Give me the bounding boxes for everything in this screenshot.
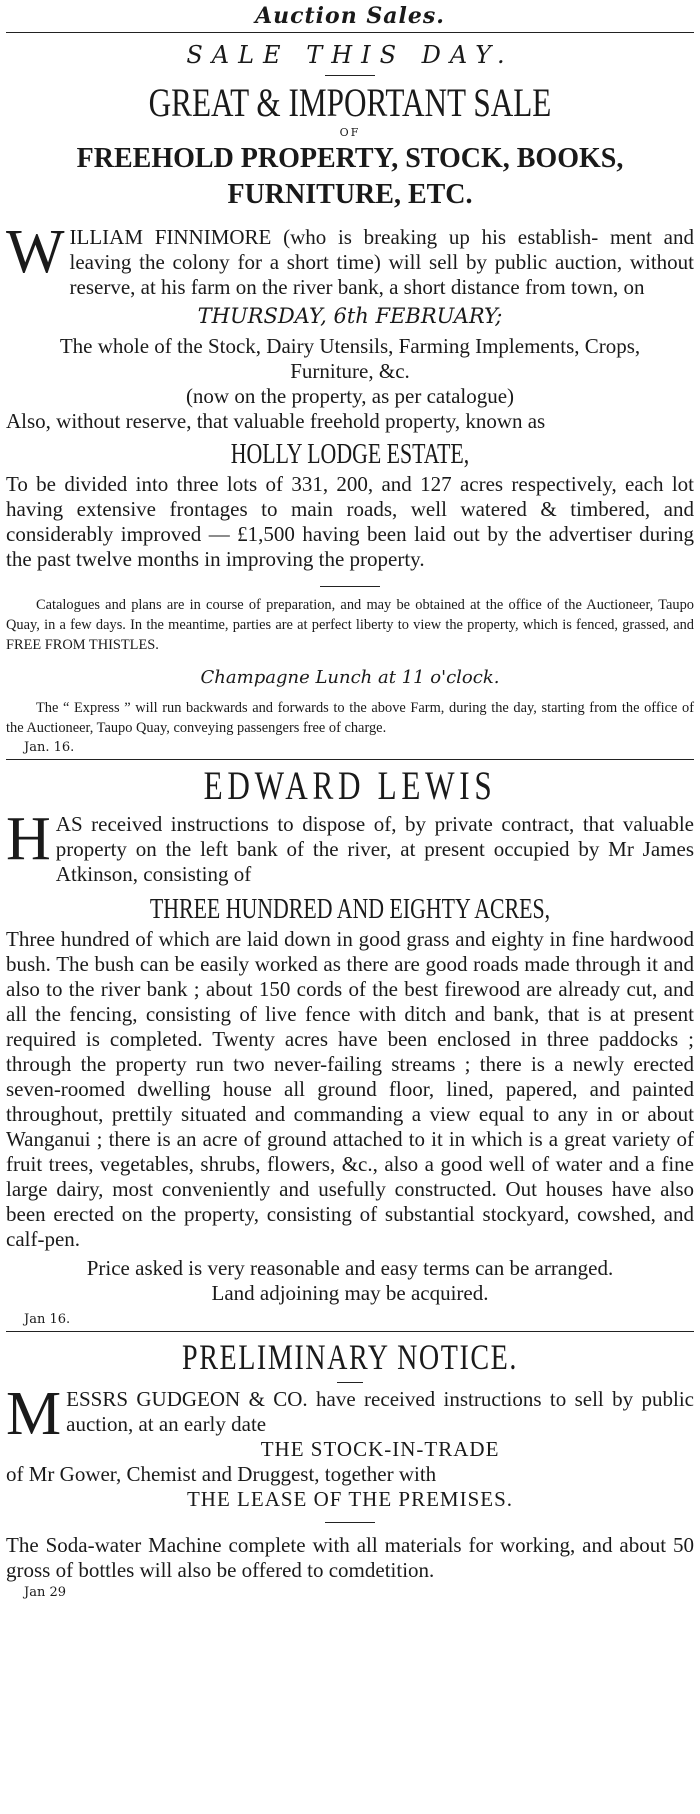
catalogue-paragraph: Catalogues and plans are in course of preparation, and may be obtained at the office of the Auctioneer, Taupo Quay, in a few days. In the meantime, parties are at perfect liberty to view the property, which is fenced, grassed, and FREE FROM THISTLES. [6,597,694,653]
estate-name: HOLLY LODGE ESTATE, [230,439,470,470]
ad-date: Jan. 16. [24,740,75,755]
intro-rest: valuable property on the left bank of the river, at present occupied by Mr James Atkinson, consisting of [55,812,695,886]
of-label: OF [339,126,361,139]
lunch-note: Champagne Lunch at 11 o'clock. [200,667,500,688]
estate-description: To be divided into three lots of 331, 200, and 127 acres respectively, each lot having extensive frontages to main roads, well watered & timbered, and considerably improved — £1,500 having been laid out by the advertiser during the past twelve months in improving the property. [6,472,694,571]
subhead: THREE HUNDRED AND EIGHTY ACRES, [149,894,551,925]
intro-rest: ment and leaving the colony for a short time) will sell by public auction, without reserve, at his farm on the river bank, a short distance from town, on [69,225,695,299]
divider [320,586,380,587]
ad-edward-lewis [6,764,694,1327]
stock-in-trade: THE STOCK-IN-TRADE [260,1437,500,1461]
stock-line: The whole of the Stock, Dairy Utensils, Farming Implements, Crops, Furniture, &c. [59,334,641,383]
divider [337,1382,363,1383]
intro-first: ILLIAM FINNIMORE (who is breaking up his establish- [69,225,599,249]
intro-paragraph [6,218,695,300]
kicker: SALE THIS DAY. [186,41,514,69]
ad-date: Jan 29 [24,1585,67,1600]
masthead-rule [6,32,694,33]
drop-cap: H [6,805,51,873]
land-line: Land adjoining may be acquired. [211,1281,489,1305]
divider [325,75,375,76]
headline: PRELIMINARY NOTICE. [182,1337,518,1377]
ad-freehold-sale [6,41,694,755]
intro-first: AS received instructions to dispose of, by private contract, that [55,812,615,836]
intro-rest: by public auction, at an early date [66,1387,694,1436]
subhead-line2: FURNITURE, ETC. [227,179,473,210]
drop-cap: W [6,218,65,286]
divider [325,1522,375,1523]
intro-paragraph [6,1380,694,1448]
soda-paragraph: The Soda-water Machine complete with all materials for working, and about 50 gross of bottles will also be offered to comdetition. [6,1533,694,1582]
intro-first: ESSRS GUDGEON & CO. have received instructions to sell [66,1387,604,1411]
sale-date: THURSDAY, 6th FEBRUARY; [197,304,503,328]
ad-preliminary-notice [6,1336,694,1600]
lease-line: THE LEASE OF THE PREMISES. [186,1487,514,1511]
intro-paragraph [6,805,695,887]
body: Three hundred of which are laid down in good grass and eighty in fine hardwood bush. The bush can be easily worked as there are good roads made through it and also to the river bank ; about 150 cords of the best firewood are already cut, and all the fencing, consisting of live fence with ditch and bank, that is at present required is completed. Twenty acres have been enclosed in three paddocks ; through the property run two never-failing streams ; there is a newly erected seven-roomed dwelling house all ground floor, lined, papered, and painted throughout, prettily situated and commanding a view equal to any in or about Wanganui ; there is an acre of ground attached to it in which is a great variety of fruit trees, vegetables, shrubs, flowers, &c., also a good well of water and a fine large dairy, most conveniently and usefully constructed. Out houses have also been erected on the property, consisting of substantial stockyard, cowshed, and calf-pen. [6,927,694,1251]
section-rule [6,759,694,760]
catalogue-note: (now on the property, as per catalogue) [185,384,515,408]
subhead-line1: FREEHOLD PROPERTY, STOCK, BOOKS, [76,143,624,174]
price-line: Price asked is very reasonable and easy terms can be arranged. [86,1256,614,1280]
headline: EDWARD LEWIS [203,763,497,808]
drop-cap: M [6,1380,62,1448]
headline: GREAT & IMPORTANT SALE [148,80,552,125]
of-line: of Mr Gower, Chemist and Druggest, together with [6,1462,437,1486]
section-rule [6,1331,694,1332]
also-line: Also, without reserve, that valuable freehold property, known as [6,409,546,433]
express-paragraph: The “ Express ” will run backwards and forwards to the above Farm, during the day, starting from the office of the Auctioneer, Taupo Quay, conveying passengers free of charge. [6,700,694,736]
masthead: Auction Sales. [255,3,445,29]
ad-date: Jan 16. [24,1312,71,1327]
